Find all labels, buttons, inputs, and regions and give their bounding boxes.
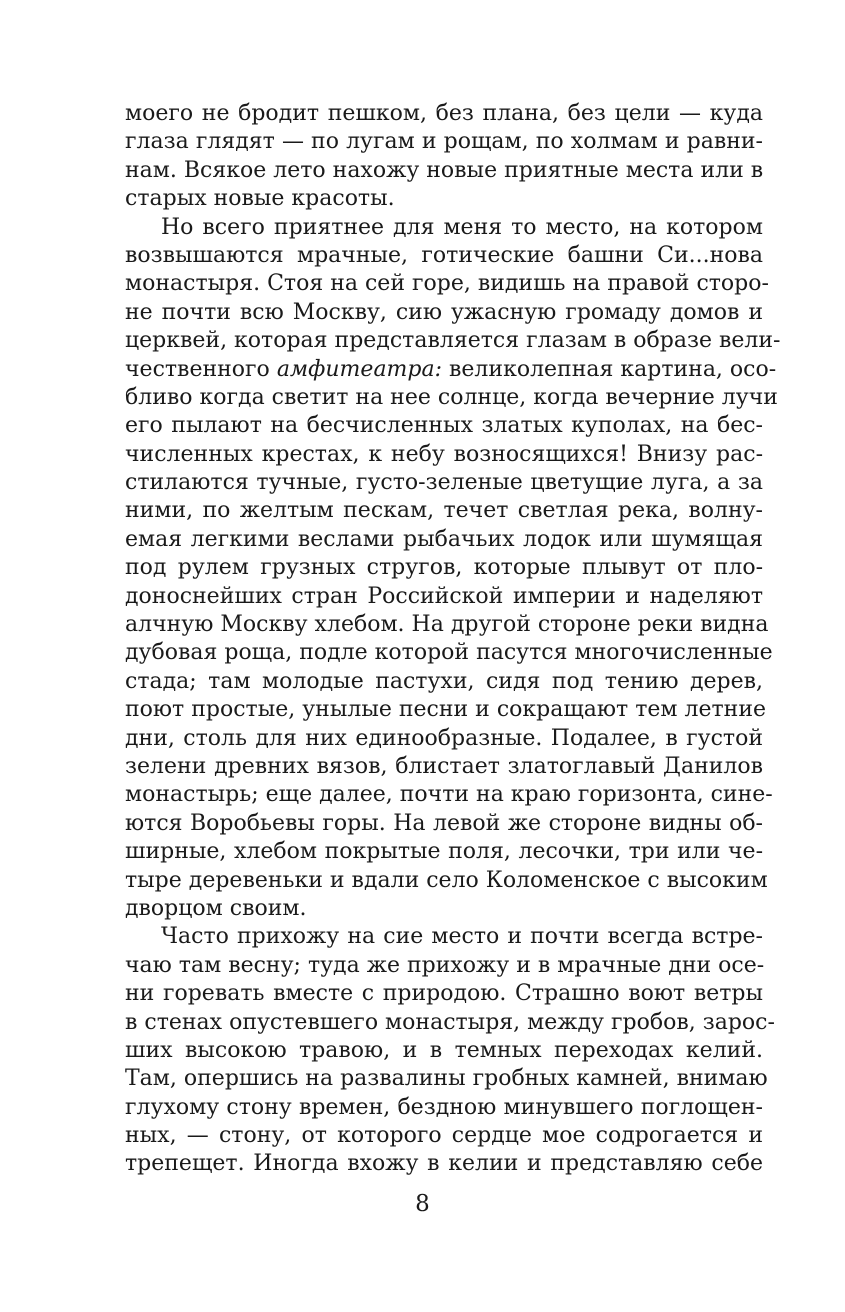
italic-term: амфитеатра: xyxy=(276,356,443,382)
text-line: ших высокою травою, и в темных переходах келий. xyxy=(125,1037,763,1063)
text-line: возвышаются мрачные, готические башни Си...нова xyxy=(125,242,763,268)
text-line: глухому стону времен, бездною минувшего поглощен- xyxy=(125,1094,763,1120)
text-line: бливо когда светит на нее солнце, когда вечерние лучи xyxy=(125,384,778,410)
text-line: моего не бродит пешком, без плана, без цели — куда xyxy=(125,101,763,126)
text-line: ширные, хлебом покрытые поля, лесочки, три или че- xyxy=(125,839,763,865)
text-line: церквей, которая представляется глазам в образе вели- xyxy=(125,328,781,354)
text-line: Часто прихожу на сие место и почти всегда встре- xyxy=(161,924,763,950)
text-line: дворцом своим. xyxy=(125,895,307,921)
page-body xyxy=(125,100,781,1179)
text-line: емая легкими веслами рыбачьих лодок или шумящая xyxy=(125,526,763,552)
text-line: в стенах опустевшего монастыря, между гробов, зарос- xyxy=(125,1009,775,1035)
text-line: численных крестах, к небу возносящихся! Внизу рас- xyxy=(125,441,763,467)
text-line: монастырь; еще далее, почти на краю горизонта, сине- xyxy=(125,782,773,808)
text-line: зелени древних вязов, блистает златоглавый Данилов xyxy=(125,753,763,779)
text-line: дни, столь для них единообразные. Подалее, в густой xyxy=(125,725,763,751)
text-line: ются Воробьевы горы. На левой же стороне видны об- xyxy=(125,810,763,836)
text-line-with-italic xyxy=(125,356,777,384)
paragraph-3 xyxy=(125,923,775,1179)
text-segment: чественного xyxy=(125,356,277,382)
text-line: стилаются тучные, густо-зеленые цветущие луга, а за xyxy=(125,470,763,496)
text-line: глаза глядят — по лугам и рощам, по холмам и равни- xyxy=(125,129,763,155)
text-line: стада; там молодые пастухи, сидя под тению дерев, xyxy=(125,668,763,694)
text-line: под рулем грузных стругов, которые плывут от пло- xyxy=(125,555,763,581)
text-line: его пылают на бесчисленных златых куполах, на бес- xyxy=(125,413,763,439)
text-line: тыре деревеньки и вдали село Коломенское с высоким xyxy=(125,867,768,893)
text-line: дубовая роща, подле которой пасутся многочисленные xyxy=(125,640,773,666)
text-segment: великолепная картина, осо- xyxy=(442,356,777,382)
text-line: ных, — стону, от которого сердце мое содрогается и xyxy=(125,1123,763,1149)
text-line: Но всего приятнее для меня то место, на котором xyxy=(161,214,763,240)
text-line: поют простые, унылые песни и сокращают тем летние xyxy=(125,697,767,723)
text-line: нам. Всякое лето нахожу новые приятные места или в xyxy=(125,157,764,183)
text-line: трепещет. Иногда вхожу в келии и представляю себе xyxy=(125,1151,763,1177)
text-line: ними, по желтым пескам, течет светлая река, волну- xyxy=(125,498,763,524)
text-line: Там, опершись на развалины гробных камней, внимаю xyxy=(125,1066,768,1092)
text-line: ни горевать вместе с природою. Страшно воют ветры xyxy=(125,981,763,1007)
text-line: чаю там весну; туда же прихожу и в мрачные дни осе- xyxy=(125,952,765,978)
paragraph-2 xyxy=(125,214,781,924)
text-line: не почти всю Москву, сию ужасную громаду домов и xyxy=(125,299,763,325)
text-line: доноснейших стран Российской империи и наделяют xyxy=(125,583,763,609)
text-line: монастыря. Стоя на сей горе, видишь на правой сторо- xyxy=(125,271,769,297)
paragraph-1 xyxy=(125,100,763,214)
text-line: алчную Москву хлебом. На другой стороне реки видна xyxy=(125,612,769,638)
page-number: 8 xyxy=(415,1191,430,1217)
text-line: старых новые красоты. xyxy=(125,186,395,212)
